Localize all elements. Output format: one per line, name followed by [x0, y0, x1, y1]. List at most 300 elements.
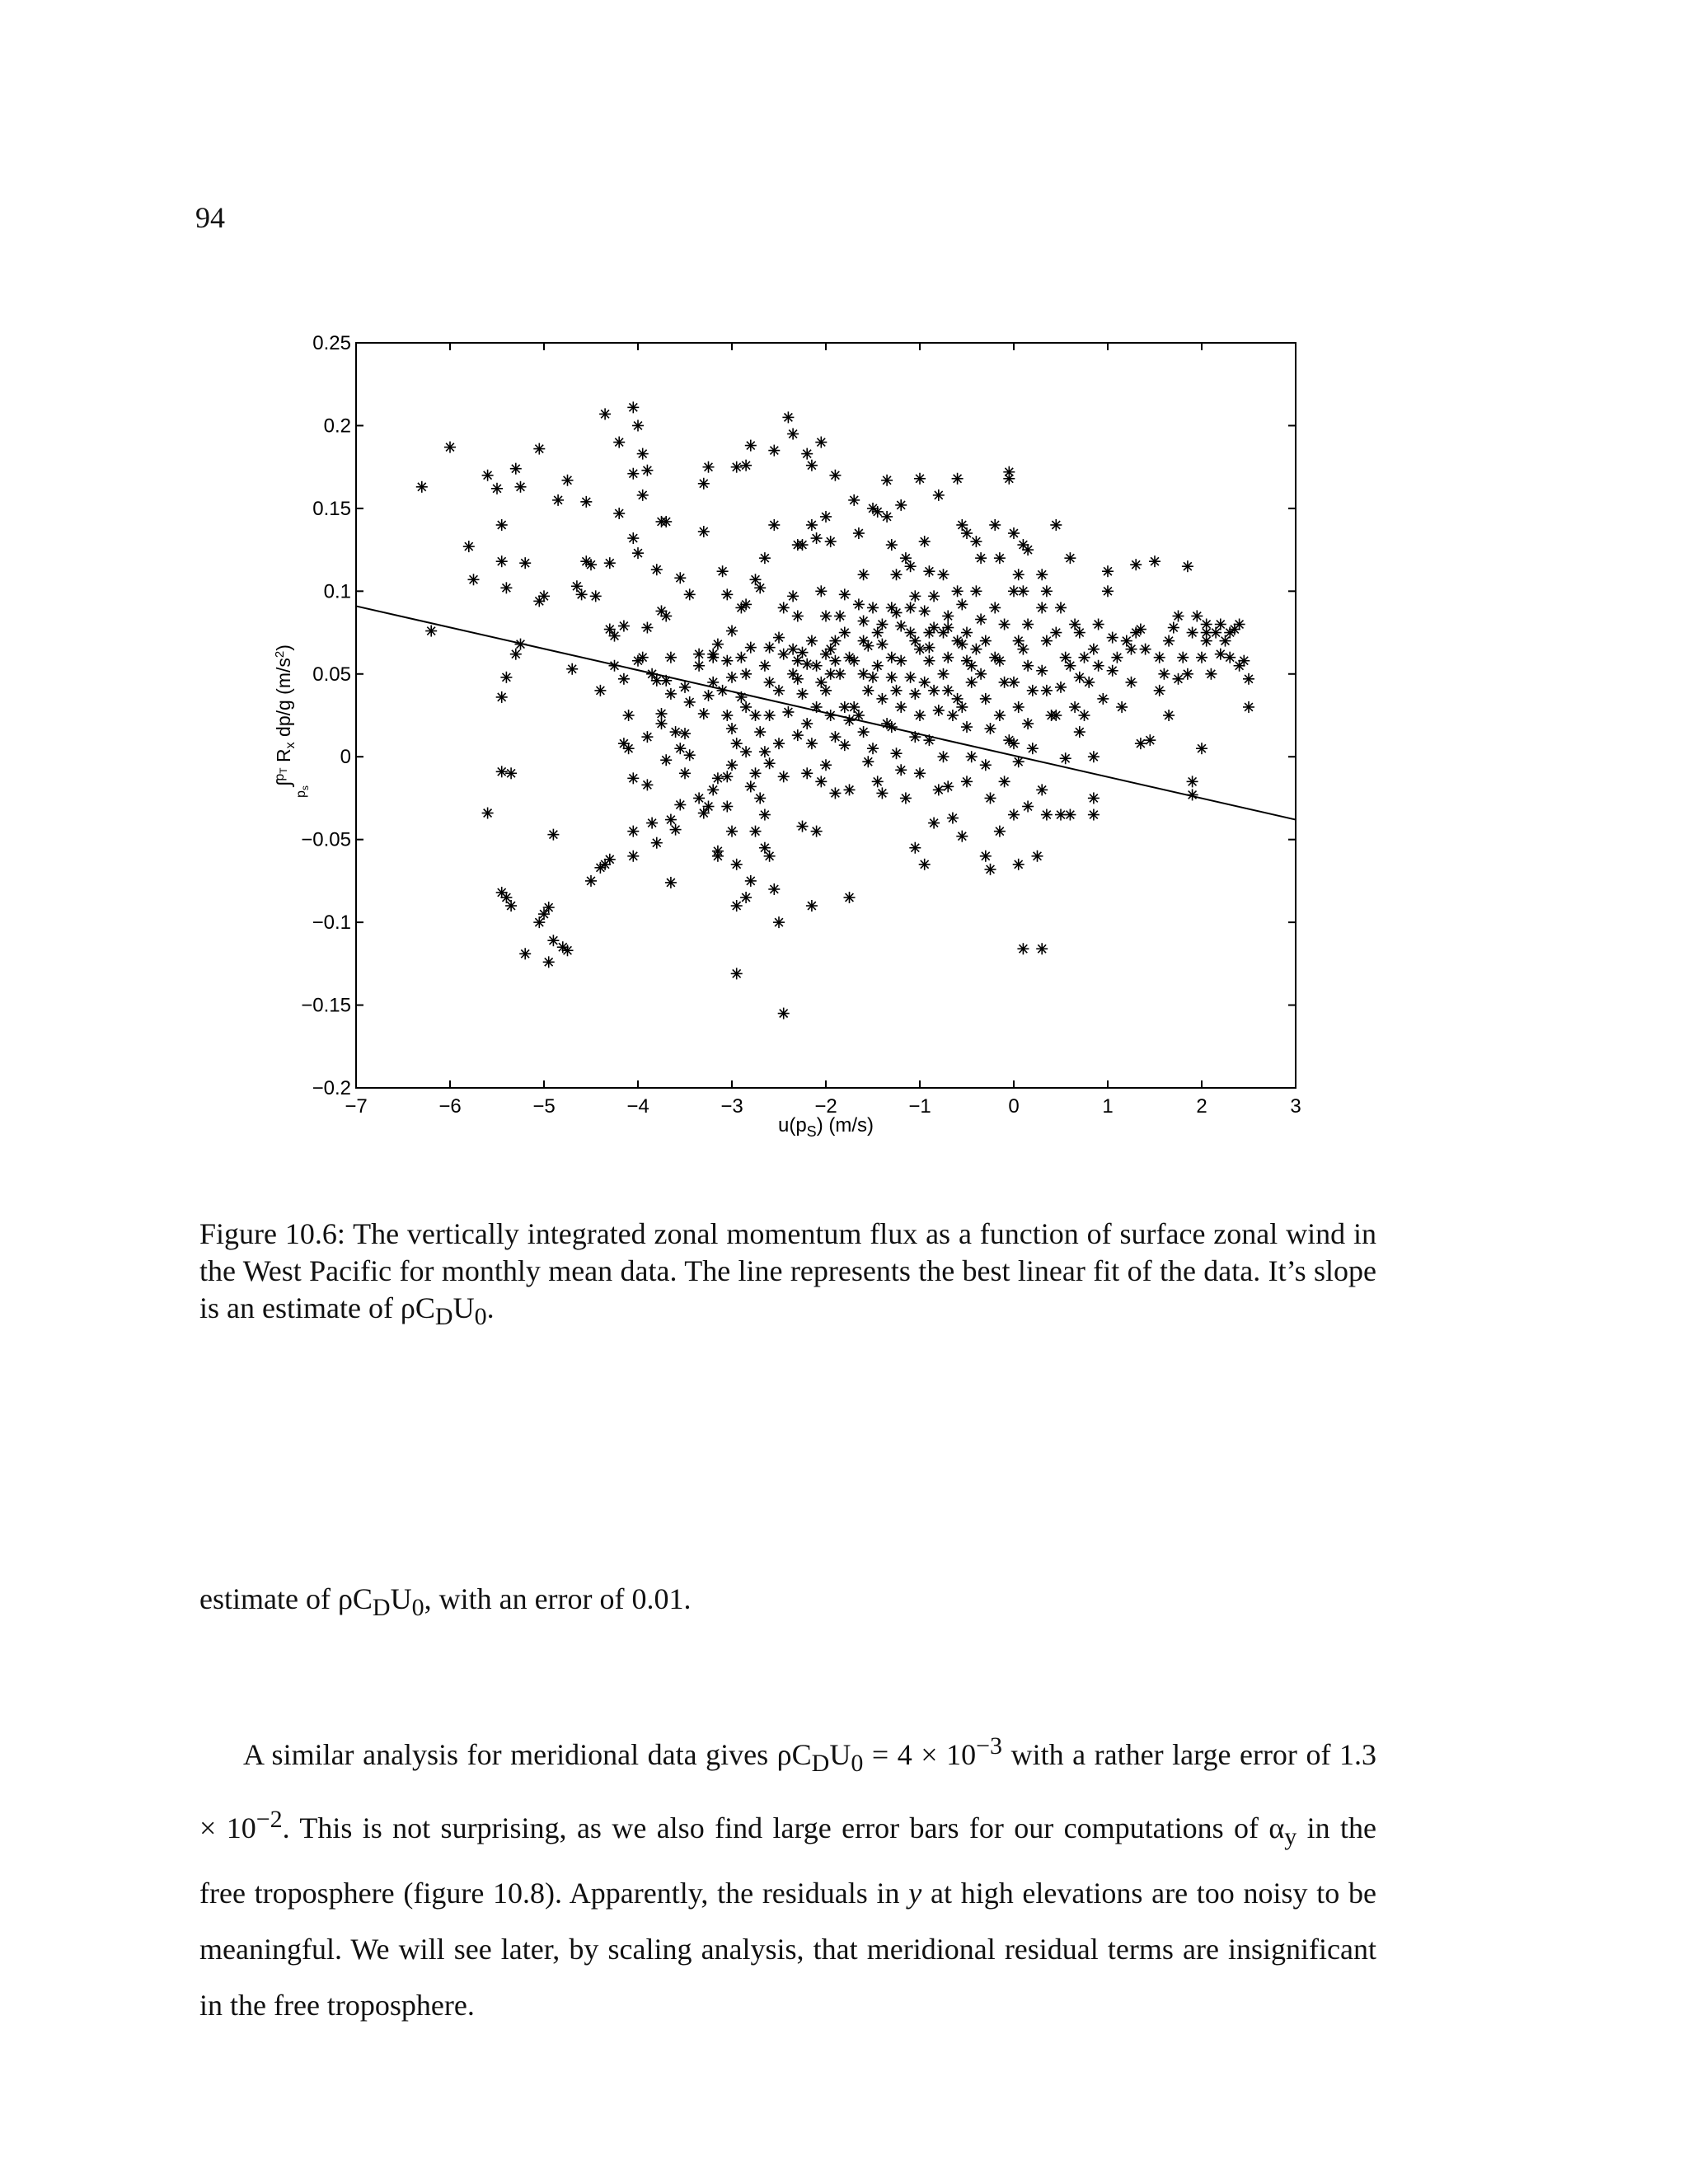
- data-point: [787, 428, 799, 439]
- data-point: [938, 668, 950, 680]
- data-point: [1215, 619, 1226, 630]
- svg-text:∫pT Rx dp/g (m/s2): ∫$^p$T $R_x$ dp/g $(m/s^2)$: [273, 644, 298, 786]
- data-point: [1177, 652, 1189, 663]
- data-point: [1107, 632, 1118, 644]
- data-point: [627, 851, 639, 862]
- data-point: [834, 610, 846, 621]
- data-point: [726, 759, 738, 771]
- data-point: [942, 685, 954, 696]
- data-point: [740, 460, 752, 471]
- data-point: [698, 526, 710, 537]
- x-tick-label: −7: [345, 1095, 368, 1118]
- data-point: [956, 831, 968, 842]
- data-point: [801, 718, 813, 729]
- data-point: [858, 615, 870, 626]
- data-point: [848, 494, 860, 506]
- y-tick-label: −0.1: [312, 912, 351, 935]
- data-point: [665, 652, 677, 663]
- data-point: [627, 826, 639, 837]
- data-point: [928, 818, 940, 829]
- data-point: [745, 642, 757, 654]
- data-point: [656, 708, 668, 719]
- data-point: [989, 519, 1001, 531]
- data-point: [735, 691, 747, 703]
- data-point: [778, 1008, 790, 1019]
- page-number: 94: [195, 201, 225, 234]
- data-point: [515, 639, 527, 650]
- data-point: [961, 776, 973, 787]
- data-point: [731, 462, 743, 473]
- data-point: [867, 743, 879, 754]
- data-point: [1041, 585, 1053, 597]
- data-point: [463, 541, 475, 552]
- data-point: [1182, 560, 1193, 572]
- body-text-line: estimate of $\rho C_DU_0$, with an error of 0.01.: [199, 1582, 692, 1622]
- data-point: [952, 473, 964, 485]
- data-point: [721, 800, 733, 812]
- data-point: [632, 419, 644, 431]
- data-point: [637, 490, 649, 501]
- data-point: [782, 411, 794, 423]
- data-point: [670, 824, 682, 836]
- data-point: [1234, 619, 1245, 630]
- data-point: [829, 635, 841, 647]
- data-point: [641, 465, 653, 476]
- data-point: [674, 572, 686, 583]
- data-point: [1008, 527, 1020, 539]
- data-point: [707, 784, 719, 795]
- data-point: [1036, 569, 1048, 580]
- data-point: [961, 627, 973, 639]
- data-point: [745, 440, 757, 452]
- data-point: [1008, 809, 1020, 821]
- data-point: [994, 826, 1006, 837]
- data-point: [1144, 734, 1156, 746]
- data-point: [1173, 610, 1184, 621]
- data-point: [1079, 652, 1090, 663]
- data-point: [703, 462, 715, 473]
- data-point: [947, 710, 959, 721]
- data-point: [1107, 665, 1118, 677]
- data-point: [1032, 851, 1043, 862]
- data-point: [961, 721, 973, 733]
- data-point: [684, 588, 696, 600]
- data-point: [844, 784, 856, 795]
- data-point: [679, 682, 691, 693]
- data-point: [1093, 619, 1104, 630]
- data-point: [726, 626, 738, 637]
- data-point: [872, 776, 884, 787]
- data-point: [1205, 668, 1217, 680]
- data-point: [999, 776, 1010, 787]
- data-point: [496, 555, 508, 567]
- data-point: [1008, 738, 1020, 749]
- data-point: [806, 738, 818, 749]
- data-point: [1168, 622, 1179, 634]
- data-point: [923, 565, 935, 577]
- data-point: [580, 496, 592, 508]
- data-point: [914, 644, 926, 655]
- data-point: [1041, 635, 1053, 647]
- x-tick-label: 1: [1102, 1095, 1114, 1118]
- best-fit-line: [356, 606, 1296, 819]
- data-point: [533, 916, 545, 928]
- data-point: [764, 710, 776, 721]
- data-point: [820, 610, 832, 621]
- data-point: [496, 691, 508, 703]
- data-point: [1069, 701, 1081, 713]
- data-point: [876, 787, 888, 799]
- data-point: [985, 864, 996, 875]
- data-point: [750, 767, 762, 779]
- data-point: [985, 792, 996, 804]
- data-point: [862, 685, 874, 696]
- y-tick-label: −0.15: [301, 994, 351, 1017]
- data-point: [759, 660, 771, 672]
- x-tick-label: −3: [720, 1095, 743, 1118]
- data-point: [618, 673, 630, 685]
- data-point: [895, 764, 907, 776]
- data-point: [745, 780, 757, 792]
- data-point: [829, 655, 841, 667]
- data-point: [947, 813, 959, 824]
- data-point: [496, 766, 508, 777]
- data-points: [416, 401, 1254, 1019]
- data-point: [966, 677, 978, 688]
- data-point: [627, 532, 639, 544]
- data-point: [731, 859, 743, 870]
- data-point: [928, 622, 940, 634]
- data-point: [914, 710, 926, 721]
- data-point: [721, 655, 733, 667]
- data-point: [717, 565, 729, 577]
- y-tick-label: −0.2: [312, 1077, 351, 1099]
- data-point: [881, 511, 893, 523]
- data-point: [787, 668, 799, 680]
- data-point: [1088, 809, 1100, 821]
- data-point: [712, 851, 724, 862]
- figure-caption: Figure 10.6: The vertically integrated zonal momentum flux as a function of surface zonal wind in the West Pacific for monthly mean data. The line represents the best linear fit of the data. It’s slope is an estimate of $\rho C_DU_0$.: [199, 1217, 1376, 1331]
- data-point: [942, 610, 954, 621]
- data-point: [1088, 751, 1100, 762]
- x-tick-label: 0: [1008, 1095, 1020, 1118]
- data-point: [637, 448, 649, 460]
- data-point: [726, 672, 738, 683]
- data-point: [1050, 710, 1062, 721]
- data-point: [858, 569, 870, 580]
- data-point: [844, 892, 856, 903]
- data-point: [1060, 752, 1071, 764]
- data-point: [933, 490, 945, 501]
- data-point: [1050, 627, 1062, 639]
- data-point: [858, 726, 870, 738]
- data-point: [693, 792, 705, 804]
- data-point: [1017, 644, 1029, 655]
- data-point: [609, 660, 621, 672]
- data-point: [543, 956, 555, 968]
- data-point: [905, 560, 917, 572]
- data-point: [707, 652, 719, 663]
- data-point: [496, 519, 508, 531]
- data-point: [627, 401, 639, 413]
- data-point: [820, 511, 832, 523]
- data-point: [980, 693, 992, 705]
- data-point: [1191, 610, 1203, 621]
- data-point: [1224, 652, 1236, 663]
- data-point: [994, 710, 1006, 721]
- data-point: [839, 588, 851, 600]
- data-point: [825, 536, 837, 547]
- data-point: [660, 754, 672, 766]
- data-point: [1064, 809, 1076, 821]
- data-point: [961, 527, 973, 539]
- data-point: [900, 792, 912, 804]
- data-point: [1083, 677, 1095, 688]
- data-point: [970, 585, 982, 597]
- data-point: [519, 557, 531, 569]
- data-point: [547, 935, 559, 946]
- data-point: [764, 757, 776, 769]
- data-point: [1074, 672, 1085, 683]
- data-point: [698, 708, 710, 719]
- data-point: [867, 672, 879, 683]
- data-point: [1102, 565, 1114, 577]
- data-point: [905, 602, 917, 613]
- data-point: [740, 746, 752, 757]
- data-point: [829, 470, 841, 481]
- data-point: [895, 701, 907, 713]
- data-point: [759, 552, 771, 564]
- x-tick-label: 2: [1196, 1095, 1207, 1118]
- data-point: [773, 632, 785, 644]
- data-point: [797, 688, 809, 700]
- data-point: [966, 751, 978, 762]
- data-point: [1196, 652, 1207, 663]
- data-point: [519, 948, 531, 959]
- data-point: [679, 728, 691, 739]
- data-point: [801, 448, 813, 460]
- data-point: [923, 642, 935, 654]
- data-point: [416, 481, 428, 493]
- data-point: [684, 696, 696, 708]
- data-point: [886, 539, 898, 551]
- data-point: [1027, 685, 1039, 696]
- data-point: [980, 759, 992, 771]
- data-point: [815, 585, 827, 597]
- data-point: [1074, 627, 1085, 639]
- data-point: [806, 900, 818, 912]
- data-point: [825, 668, 837, 680]
- data-point: [797, 821, 809, 832]
- data-point: [806, 460, 818, 471]
- data-point: [980, 635, 992, 647]
- data-point: [956, 701, 968, 713]
- data-point: [651, 837, 663, 849]
- data-point: [787, 590, 799, 602]
- data-point: [801, 767, 813, 779]
- data-point: [618, 621, 630, 632]
- data-point: [566, 663, 578, 675]
- data-point: [909, 590, 921, 602]
- data-point: [613, 437, 625, 448]
- data-point: [651, 564, 663, 575]
- data-point: [928, 685, 940, 696]
- data-point: [759, 809, 771, 821]
- data-point: [989, 602, 1001, 613]
- data-point: [660, 610, 672, 621]
- data-point: [956, 598, 968, 610]
- body-paragraph: A similar analysis for meridional data gives $\rho C_DU_0 = 4 \times 10^{-3}$ with a rather large error of $1.3 \times 10^{-2}$. This is not surprising, as we also find large error bars for our computations of $\alpha_y$ in the free troposphere (figure 10.8). Apparently, the residuals in y at high elevations are too noisy to be meaningful. We will see later, by scaling analysis, that meridional residual terms are insignificant in the free troposphere.: [199, 1732, 1377, 2022]
- data-point: [1243, 701, 1254, 713]
- data-point: [740, 701, 752, 713]
- data-point: [933, 705, 945, 716]
- data-point: [656, 718, 668, 729]
- data-point: [928, 590, 940, 602]
- data-point: [895, 499, 907, 511]
- data-point: [740, 892, 752, 903]
- data-point: [543, 902, 555, 913]
- data-point: [970, 536, 982, 547]
- data-point: [731, 900, 743, 912]
- data-point: [1243, 673, 1254, 685]
- x-tick-label: −4: [626, 1095, 649, 1118]
- data-point: [806, 635, 818, 647]
- data-point: [933, 784, 945, 795]
- data-point: [1196, 743, 1207, 754]
- data-point: [919, 536, 931, 547]
- data-point: [764, 642, 776, 654]
- data-point: [1126, 677, 1137, 688]
- data-point: [919, 677, 931, 688]
- data-point: [482, 470, 494, 481]
- y-tick-label: 0.2: [323, 415, 351, 438]
- data-point: [759, 746, 771, 757]
- x-tick-label: −2: [814, 1095, 837, 1118]
- data-point: [952, 635, 964, 647]
- data-point: [914, 473, 926, 485]
- data-point: [820, 759, 832, 771]
- data-point: [942, 780, 954, 792]
- data-point: [787, 644, 799, 655]
- data-point: [1182, 668, 1193, 680]
- data-point: [1187, 627, 1198, 639]
- data-point: [886, 652, 898, 663]
- y-tick-label: −0.05: [301, 828, 351, 851]
- data-point: [782, 706, 794, 718]
- data-point: [599, 408, 611, 419]
- data-point: [1154, 652, 1165, 663]
- data-point: [1013, 756, 1025, 767]
- data-point: [825, 710, 837, 721]
- data-point: [510, 649, 522, 660]
- y-tick-label: 0.25: [312, 332, 351, 354]
- data-point: [1013, 701, 1025, 713]
- data-point: [754, 582, 766, 593]
- data-point: [693, 660, 705, 672]
- data-point: [938, 569, 950, 580]
- data-point: [881, 475, 893, 486]
- data-point: [721, 588, 733, 600]
- data-point: [938, 751, 950, 762]
- data-point: [660, 675, 672, 687]
- x-tick-label: −6: [438, 1095, 462, 1118]
- data-point: [679, 767, 691, 779]
- data-point: [1017, 943, 1029, 954]
- data-point: [1130, 559, 1142, 570]
- data-point: [891, 607, 903, 618]
- data-point: [829, 731, 841, 743]
- data-point: [1215, 649, 1226, 660]
- data-point: [773, 916, 785, 928]
- data-point: [975, 552, 987, 564]
- data-point: [1097, 693, 1109, 705]
- data-point: [792, 610, 804, 621]
- data-point: [665, 688, 677, 700]
- data-point: [923, 655, 935, 667]
- data-point: [491, 483, 503, 494]
- data-point: [721, 771, 733, 782]
- data-point: [641, 731, 653, 743]
- data-point: [712, 639, 724, 650]
- data-point: [811, 532, 823, 544]
- data-point: [1041, 685, 1053, 696]
- data-point: [1050, 519, 1062, 531]
- data-point: [1036, 602, 1048, 613]
- data-point: [1013, 859, 1025, 870]
- data-point: [515, 481, 527, 493]
- data-point: [999, 619, 1010, 630]
- data-point: [872, 660, 884, 672]
- data-point: [468, 574, 480, 585]
- data-point: [1187, 776, 1198, 787]
- data-point: [862, 756, 874, 767]
- x-tick-label: −1: [908, 1095, 931, 1118]
- svg-text:ps: $p_s$: [294, 785, 311, 798]
- data-point: [594, 685, 606, 696]
- data-point: [627, 468, 639, 480]
- y-tick-labels: [301, 332, 351, 1099]
- data-point: [764, 677, 776, 688]
- data-point: [1003, 473, 1015, 485]
- data-point: [1022, 619, 1034, 630]
- data-point: [750, 826, 762, 837]
- y-tick-label: 0.1: [323, 580, 351, 603]
- data-point: [1008, 677, 1020, 688]
- data-point: [698, 478, 710, 490]
- data-point: [975, 668, 987, 680]
- data-point: [425, 626, 437, 637]
- data-point: [1126, 644, 1137, 655]
- data-point: [778, 649, 790, 660]
- data-point: [745, 875, 757, 887]
- data-point: [674, 743, 686, 754]
- data-point: [811, 660, 823, 672]
- data-point: [717, 685, 729, 696]
- data-point: [1022, 718, 1034, 729]
- data-point: [646, 818, 658, 829]
- data-point: [858, 668, 870, 680]
- data-point: [750, 710, 762, 721]
- data-point: [1140, 644, 1151, 655]
- data-point: [1093, 660, 1104, 672]
- data-point: [731, 968, 743, 979]
- y-axis-label: [273, 644, 311, 798]
- data-point: [876, 619, 888, 630]
- data-point: [693, 649, 705, 660]
- data-point: [1149, 555, 1160, 567]
- data-point: [919, 605, 931, 616]
- data-point: [905, 627, 917, 639]
